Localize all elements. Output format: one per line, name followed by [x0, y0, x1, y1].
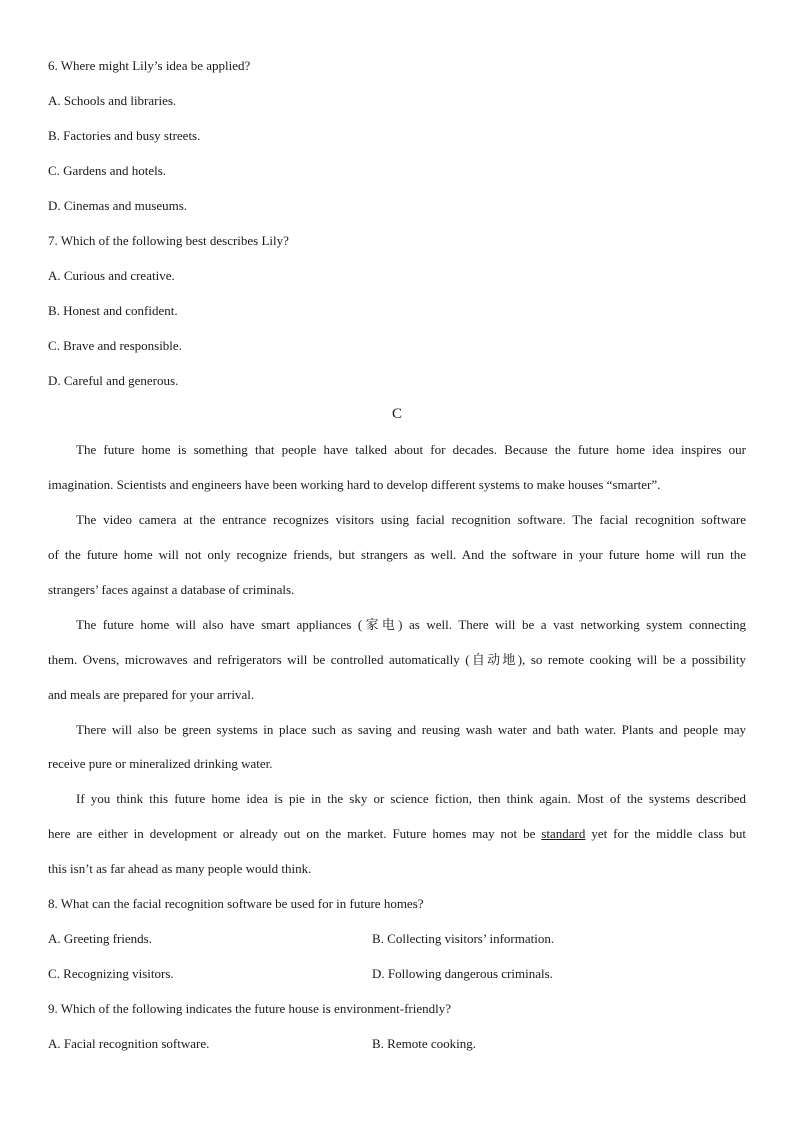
- question-9-option-b: B. Remote cooking.: [372, 1036, 476, 1051]
- passage-p1-line-1: The future home is something that people have talked about for decades. Because the future home idea inspires our: [76, 442, 746, 457]
- question-7-option-c: C. Brave and responsible.: [48, 338, 182, 353]
- passage-p4-line-2: receive pure or mineralized drinking water.: [48, 756, 273, 771]
- passage-p1-line-2: imagination. Scientists and engineers have been working hard to develop different systems to make houses “smarter”.: [48, 477, 661, 492]
- section-c-heading: C: [391, 406, 402, 422]
- question-9-stem: 9. Which of the following indicates the future house is environment-friendly?: [48, 1001, 452, 1016]
- question-7-option-d: D. Careful and generous.: [48, 373, 179, 388]
- question-8-option-c: C. Recognizing visitors.: [48, 966, 174, 981]
- question-8-option-d: D. Following dangerous criminals.: [372, 966, 553, 981]
- underlined-word-standard: standard: [541, 826, 586, 841]
- passage-p5-line-2-after: yet for the middle class but: [585, 826, 746, 841]
- question-7-stem: 7. Which of the following best describes Lily?: [48, 233, 289, 248]
- passage-p3-line-1: The future home will also have smart appliances (家电) as well. There will be a vast networking system connecting: [76, 617, 746, 632]
- passage-p5-line-3: this isn’t as far ahead as many people would think.: [48, 861, 312, 876]
- passage-p2-line-2: of the future home will not only recognize friends, but strangers as well. And the software in your future home will run the: [48, 547, 746, 562]
- question-7-option-b: B. Honest and confident.: [48, 303, 178, 318]
- question-9-option-a: A. Facial recognition software.: [48, 1036, 210, 1051]
- passage-p2-line-3: strangers’ faces against a database of criminals.: [48, 582, 295, 597]
- question-8-option-a: A. Greeting friends.: [48, 931, 152, 946]
- passage-p2-line-1: The video camera at the entrance recognizes visitors using facial recognition software. The facial recognition software: [76, 512, 746, 527]
- question-6-option-c: C. Gardens and hotels.: [48, 163, 167, 178]
- question-6-stem: 6. Where might Lily’s idea be applied?: [48, 58, 251, 73]
- question-6-option-b: B. Factories and busy streets.: [48, 128, 201, 143]
- passage-p5-line-2-before: here are either in development or already out on the market. Future homes may not be: [48, 826, 542, 841]
- passage-p5-line-2: [48, 826, 746, 842]
- question-8-option-b: B. Collecting visitors’ information.: [372, 931, 555, 946]
- question-6-option-a: A. Schools and libraries.: [48, 93, 177, 108]
- question-7-option-a: A. Curious and creative.: [48, 268, 175, 283]
- question-6-option-d: D. Cinemas and museums.: [48, 198, 188, 213]
- passage-p5-line-1: If you think this future home idea is pie in the sky or science fiction, then think again. Most of the systems described: [76, 791, 746, 806]
- passage-p3-line-2: them. Ovens, microwaves and refrigerators will be controlled automatically (自动地), so remote cooking will be a possibility: [48, 652, 746, 667]
- passage-p4-line-1: There will also be green systems in place such as saving and reusing wash water and bath water. Plants and people may: [76, 722, 746, 737]
- question-8-stem: 8. What can the facial recognition software be used for in future homes?: [48, 896, 424, 911]
- passage-p3-line-3: and meals are prepared for your arrival.: [48, 687, 255, 702]
